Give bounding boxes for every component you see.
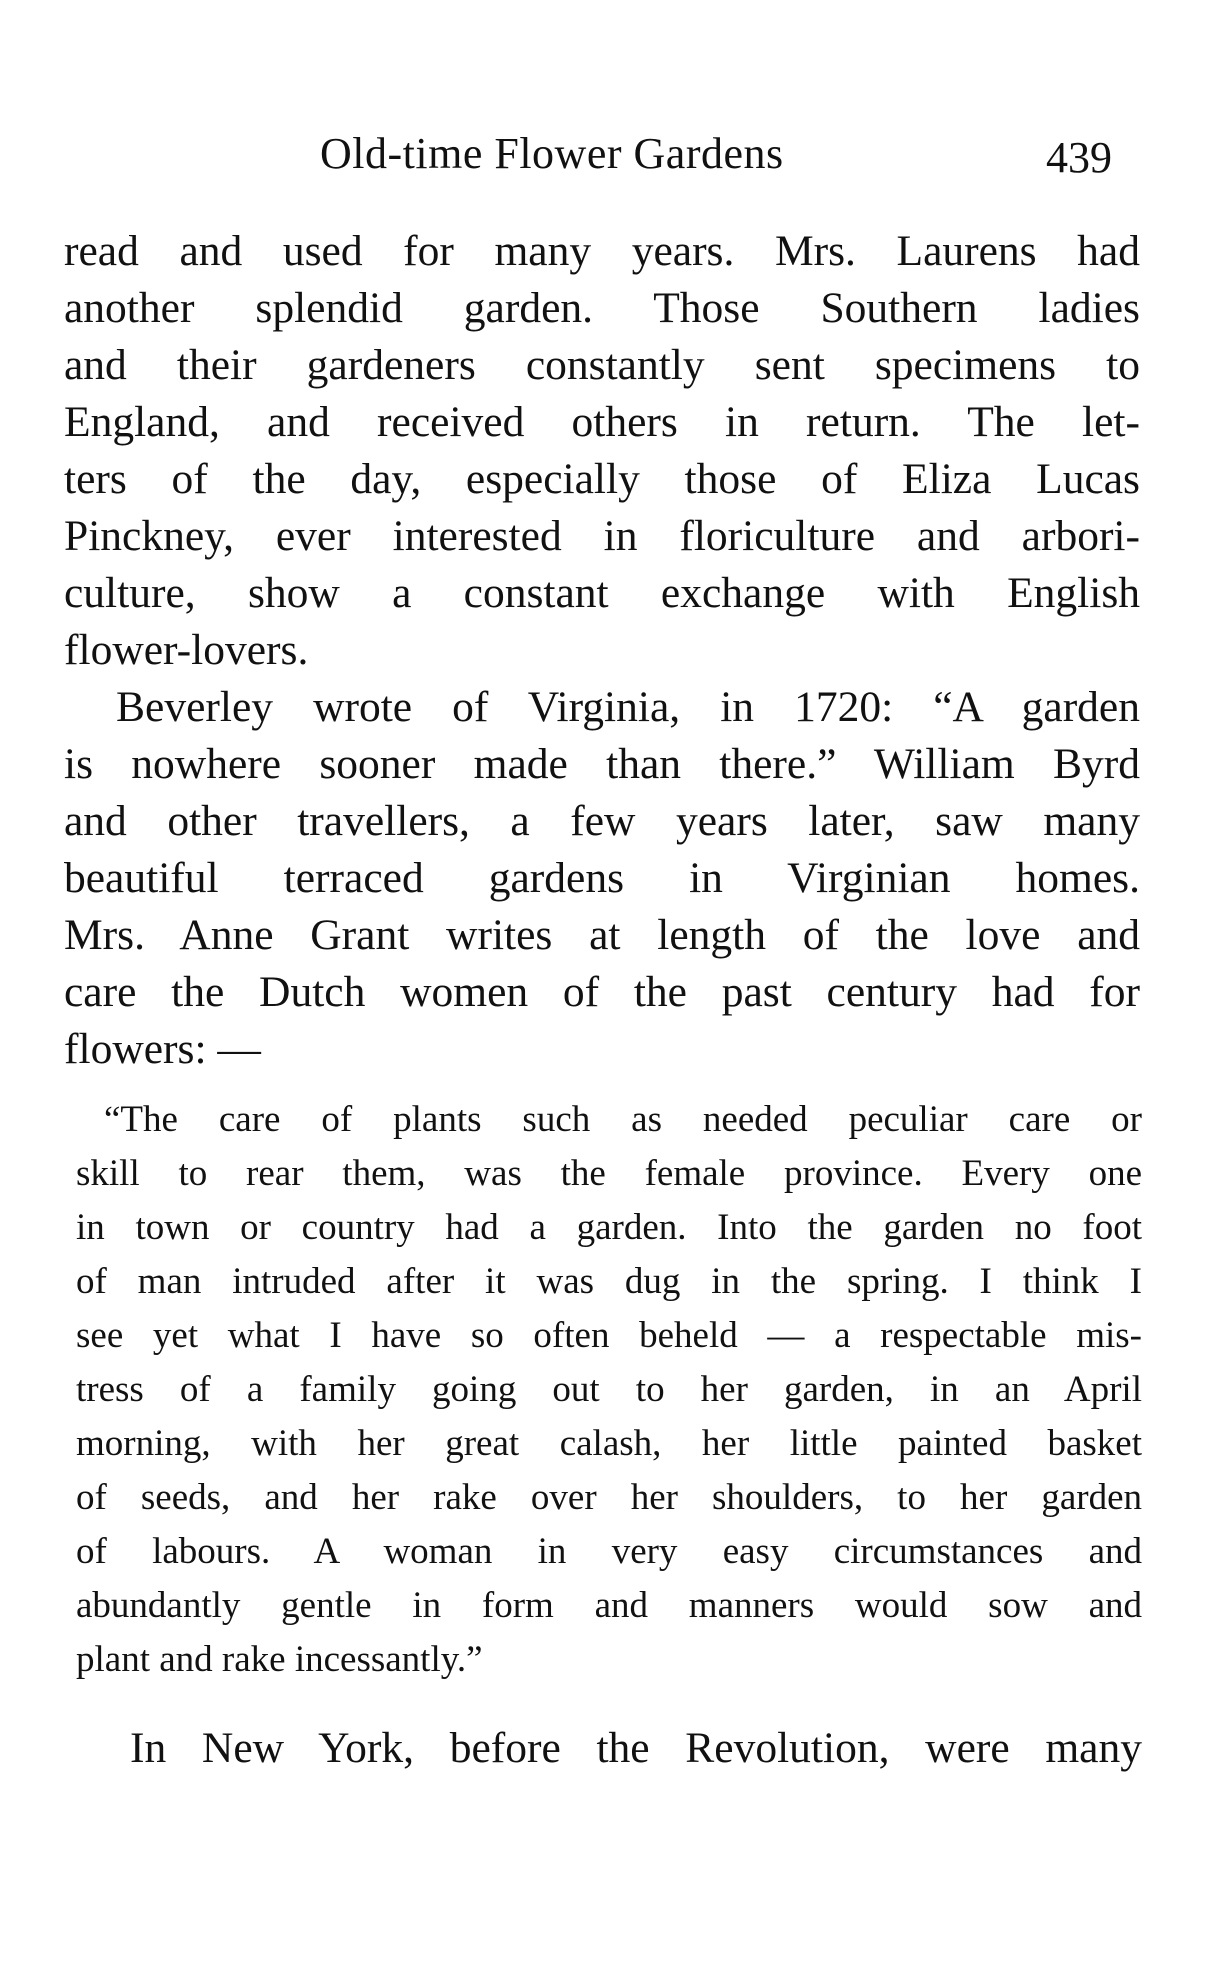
text-line: and other travellers, a few years later, saw many bbox=[64, 797, 1140, 845]
quote-line: in town or country had a garden. Into the garden no foot bbox=[76, 1207, 1142, 1248]
text-line: care the Dutch women of the past century had for bbox=[64, 968, 1140, 1016]
quote-line: of labours. A woman in very easy circumstances and bbox=[76, 1531, 1142, 1572]
quote-line: of seeds, and her rake over her shoulders, to her garden bbox=[76, 1477, 1142, 1518]
quote-line: of man intruded after it was dug in the spring. I think I bbox=[76, 1261, 1142, 1302]
quote-line: skill to rear them, was the female province. Every one bbox=[76, 1153, 1142, 1194]
page-number: 439 bbox=[1046, 133, 1112, 182]
text-line: flowers: — bbox=[64, 1025, 261, 1073]
text-line: beautiful terraced gardens in Virginian homes. bbox=[64, 854, 1140, 902]
quote-line: abundantly gentle in form and manners would sow and bbox=[76, 1585, 1142, 1626]
running-header-title: Old-time Flower Gardens bbox=[320, 129, 784, 178]
text-line: flower-lovers. bbox=[64, 626, 309, 674]
quote-line: morning, with her great calash, her little painted basket bbox=[76, 1423, 1142, 1464]
text-line: ters of the day, especially those of Eliza Lucas bbox=[64, 455, 1140, 503]
quote-line: tress of a family going out to her garden, in an April bbox=[76, 1369, 1142, 1410]
quote-line: see yet what I have so often beheld — a respectable mis- bbox=[76, 1315, 1142, 1356]
text-line: and their gardeners constantly sent specimens to bbox=[64, 341, 1140, 389]
quote-line: plant and rake incessantly.” bbox=[76, 1639, 483, 1680]
text-line: Beverley wrote of Virginia, in 1720: “A garden bbox=[116, 683, 1140, 731]
text-line: culture, show a constant exchange with English bbox=[64, 569, 1140, 617]
quote-line: “The care of plants such as needed peculiar care or bbox=[104, 1099, 1142, 1140]
text-line: is nowhere sooner made than there.” William Byrd bbox=[64, 740, 1140, 788]
text-line: read and used for many years. Mrs. Laurens had bbox=[64, 227, 1140, 275]
text-line: Pinckney, ever interested in floriculture and arbori- bbox=[64, 512, 1140, 560]
text-line: England, and received others in return. The let- bbox=[64, 398, 1140, 446]
paragraph-3-line: In New York, before the Revolution, were many bbox=[130, 1724, 1142, 1772]
text-line: another splendid garden. Those Southern ladies bbox=[64, 284, 1140, 332]
text-line: Mrs. Anne Grant writes at length of the love and bbox=[64, 911, 1140, 959]
